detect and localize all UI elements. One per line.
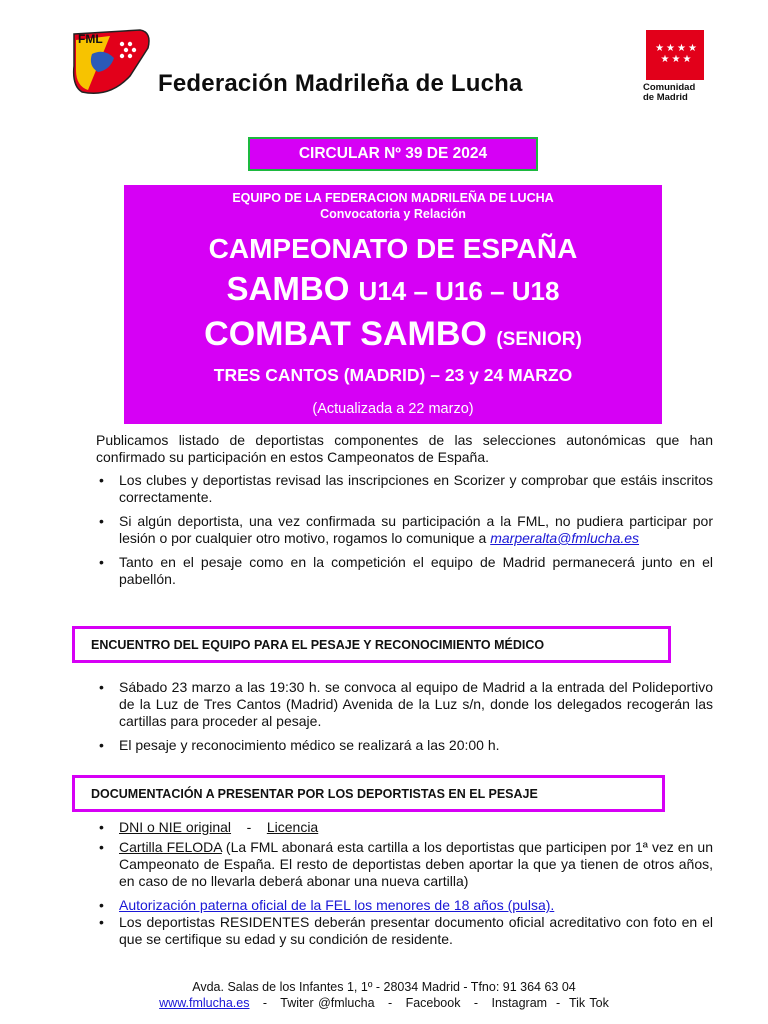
cm-logo-text <box>643 83 695 103</box>
parental-authorization-link[interactable]: Autorización paterna oficial de la FEL los menores de 18 años (pulsa). <box>119 897 555 913</box>
banner-categories: U14 – U16 – U18 <box>358 276 560 306</box>
footer-sep: - <box>556 996 561 1010</box>
dni-nie-text: DNI o NIE original <box>119 819 232 835</box>
cartilla-feloda-desc: (La FML abonará esta cartilla a los deportistas que participen por 1ª vez en un Campeonato de España. El resto de deportistas deben aportar la que ya tienen de otros años, en caso de no llevarla deberá abonar una nueva cartilla) <box>119 839 713 889</box>
bullet-list-general <box>96 472 713 588</box>
fml-logo-text: FML <box>78 32 103 46</box>
separator: - <box>246 819 252 835</box>
banner-combat-sambo: COMBAT SAMBO <box>204 315 487 353</box>
stars-icon: ★★★★ ★★★ <box>655 43 699 65</box>
twitter-text: Twiter @fmlucha <box>280 996 375 1010</box>
list-item-text: Si algún deportista, una vez confirmada su participación a la FML, no pudiera participar por lesión o por cualquier otro motivo, rogamos lo comunique a <box>119 513 713 546</box>
cm-flag <box>646 30 704 80</box>
list-item <box>96 914 713 948</box>
footer-sep: - <box>387 996 393 1010</box>
list-item-text: El pesaje y reconocimiento médico se realizará a las 20:00 h. <box>119 737 500 753</box>
footer-sep: - <box>262 996 268 1010</box>
intro-paragraph: Publicamos listado de deportistas componentes de las selecciones autonómicas que han confirmado su participación en estos Campeonatos de España. <box>96 432 713 465</box>
banner-convocatoria: Convocatoria y Relación <box>320 207 466 221</box>
banner-senior: (SENIOR) <box>496 329 582 350</box>
tiktok-text: Tik Tok <box>568 996 609 1010</box>
banner-location-date: TRES CANTOS (MADRID) – 23 y 24 MARZO <box>213 365 573 385</box>
comunidad-madrid-logo <box>640 30 706 106</box>
banner-championship: CAMPEONATO DE ESPAÑA <box>208 233 578 264</box>
banner-sambo: SAMBO <box>226 270 350 307</box>
footer-sep: - <box>473 996 479 1010</box>
instagram-text: Instagram <box>491 996 548 1010</box>
list-item <box>96 679 713 730</box>
facebook-text: Facebook <box>405 996 461 1010</box>
section-header-meeting: ENCUENTRO DEL EQUIPO PARA EL PESAJE Y RECONOCIMIENTO MÉDICO <box>72 626 671 663</box>
list-item <box>96 897 713 914</box>
cartilla-feloda-text: Cartilla FELODA <box>119 839 222 855</box>
list-item-text: Tanto en el pesaje como en la competición el equipo de Madrid permanecerá junto en el pabellón. <box>119 554 713 587</box>
list-item-text: Los deportistas RESIDENTES deberán presentar documento oficial acreditativo con foto en el que se certifique su edad y su condición de residente. <box>119 914 713 947</box>
banner-sambo-line <box>124 270 662 308</box>
banner-team-line: EQUIPO DE LA FEDERACION MADRILEÑA DE LUCHA <box>232 191 554 205</box>
footer-address: Avda. Salas de los Infantes 1, 1º - 28034 Madrid - Tfno: 91 364 63 04 <box>192 980 576 994</box>
list-item <box>96 472 713 506</box>
federation-title: Federación Madrileña de Lucha <box>158 70 523 97</box>
cm-text-line1: Comunidad <box>643 82 696 93</box>
list-item <box>96 737 713 754</box>
contact-email-link[interactable]: marperalta@fmlucha.es <box>490 530 640 546</box>
list-item <box>96 819 713 836</box>
banner-combat-line <box>124 315 662 354</box>
bullet-list-documents <box>96 819 713 948</box>
list-item <box>96 839 713 890</box>
website-link[interactable]: www.fmlucha.es <box>159 996 250 1010</box>
circular-number: CIRCULAR Nº 39 DE 2024 <box>248 137 538 171</box>
section-header-documents: DOCUMENTACIÓN A PRESENTAR POR LOS DEPORTISTAS EN EL PESAJE <box>72 775 665 812</box>
list-item <box>96 513 713 547</box>
bullet-list-meeting <box>96 679 713 754</box>
list-item <box>96 554 713 588</box>
cm-text-line2: de Madrid <box>643 92 688 103</box>
list-item-text: Los clubes y deportistas revisad las inscripciones en Scorizer y comprobar que estáis inscritos correctamente. <box>119 472 713 505</box>
list-item-text: Sábado 23 marzo a las 19:30 h. se convoca al equipo de Madrid a la entrada del Polideportivo de la Luz de Tres Cantos (Madrid) Avenida de la Luz s/n, donde los delegados recogerán las cartillas para proceder al pesaje. <box>119 679 713 729</box>
fml-logo <box>70 26 152 96</box>
footer-links <box>0 996 768 1010</box>
event-banner <box>124 185 662 424</box>
licencia-text: Licencia <box>266 819 319 835</box>
banner-updated: (Actualizada a 22 marzo) <box>312 401 474 417</box>
